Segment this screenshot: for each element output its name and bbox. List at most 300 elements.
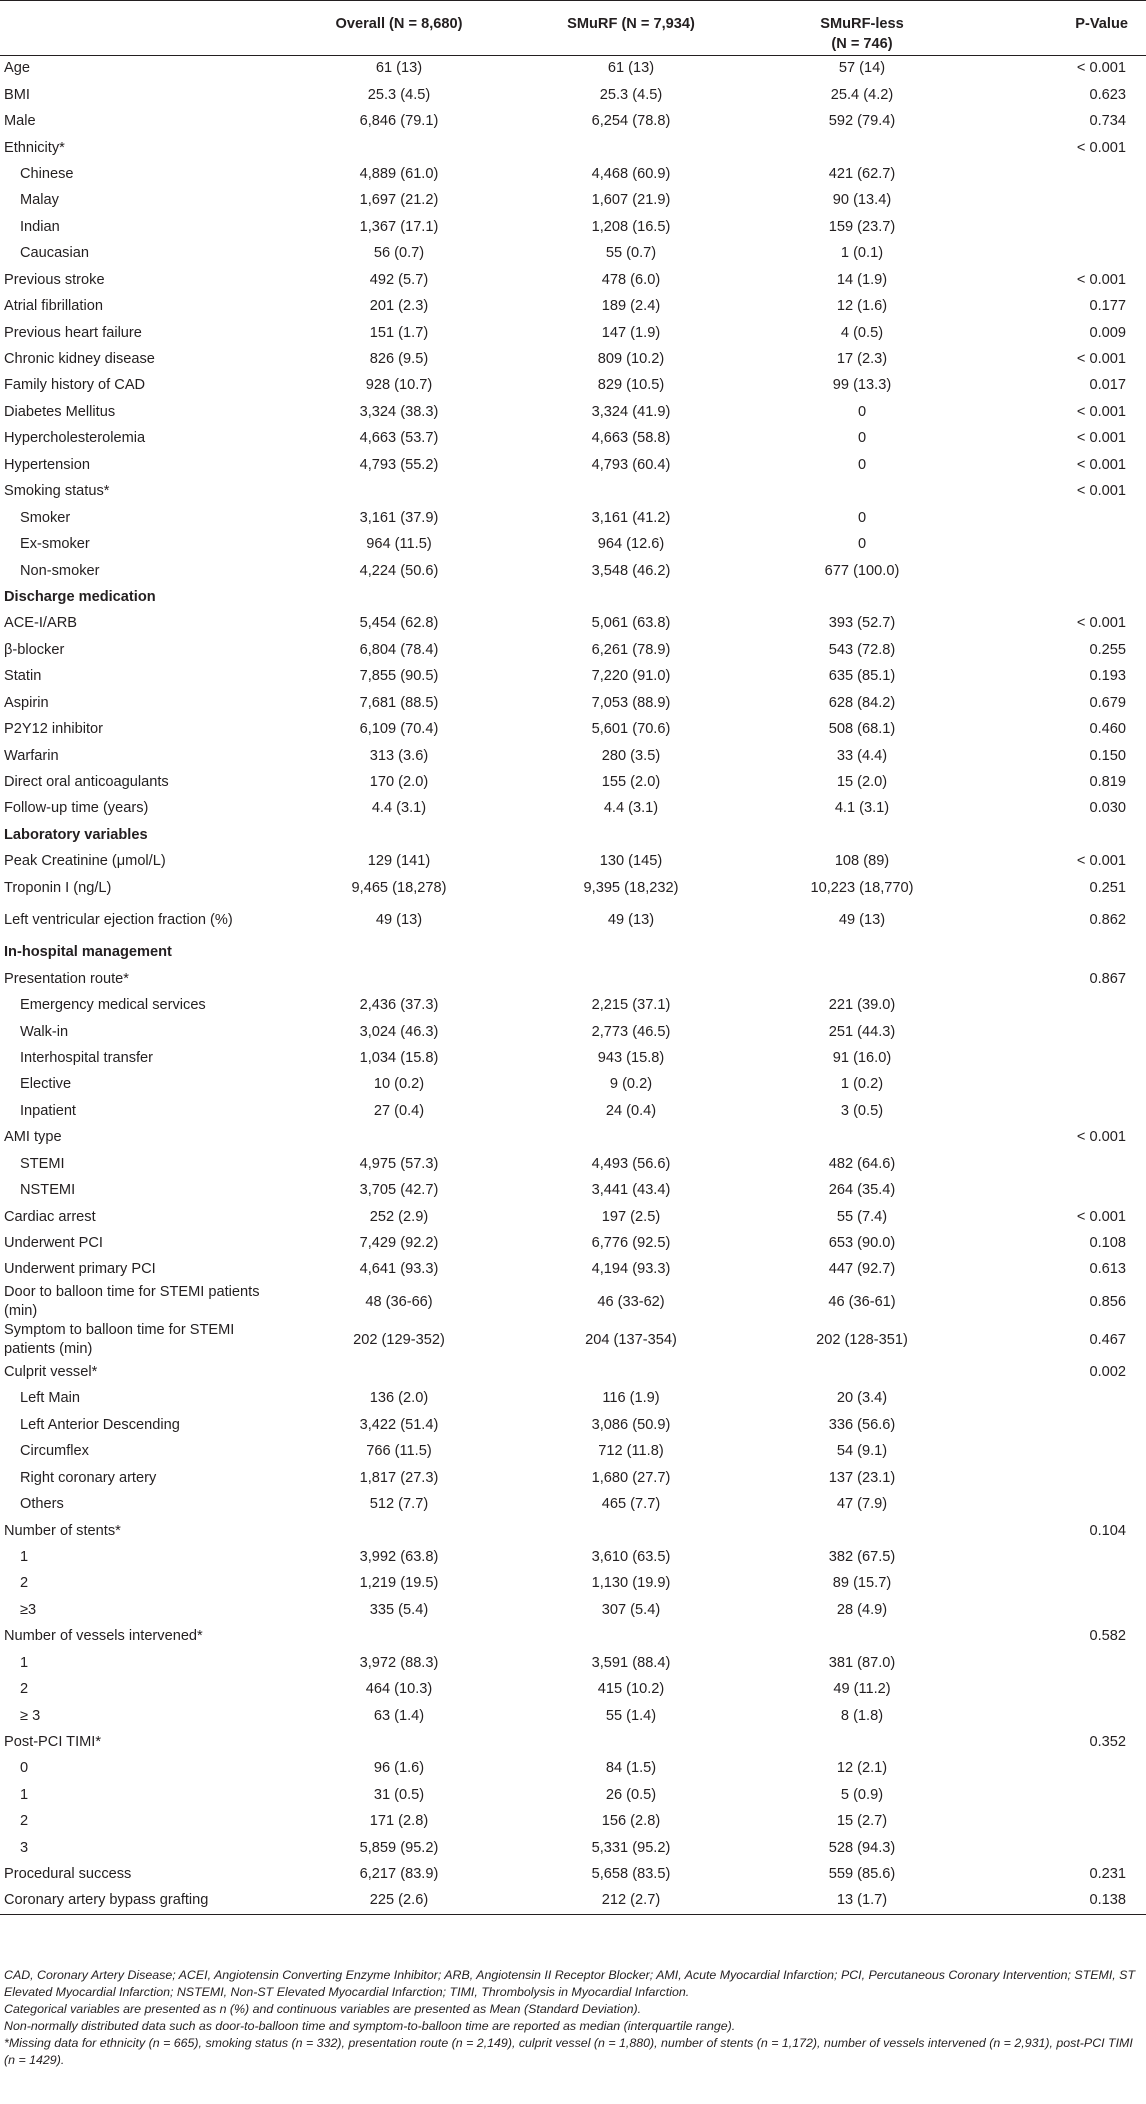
p-value (978, 505, 1146, 531)
row-label: Circumflex (20, 1443, 89, 1460)
smurf-value (516, 1359, 746, 1385)
smurf-value: 964 (12.6) (597, 536, 665, 553)
section-header-row (0, 584, 1146, 610)
table-row (0, 214, 1146, 240)
row-label: Warfarin (4, 747, 59, 764)
smurf-value: 9,395 (18,232) (583, 879, 679, 896)
row-label: Chinese (20, 165, 74, 182)
smurf-less-value: 508 (68.1) (828, 721, 896, 738)
overall-value: 1,817 (27.3) (359, 1469, 439, 1486)
p-value (978, 1386, 1146, 1412)
row-label: Indian (20, 218, 60, 235)
table-row (0, 875, 1146, 901)
row-label: ≥3 (20, 1601, 37, 1618)
p-value (978, 214, 1146, 240)
overall-value: 1,219 (19.5) (359, 1575, 439, 1592)
row-label: Troponin I (ng/L) (4, 879, 112, 896)
smurf-value: 116 (1.9) (602, 1390, 660, 1407)
smurf-value: 4,194 (93.3) (591, 1261, 671, 1278)
smurf-value (516, 1125, 746, 1151)
table-row (0, 1597, 1146, 1623)
overall-value: 61 (13) (375, 60, 423, 77)
row-label: Inpatient (20, 1102, 76, 1119)
overall-value (282, 1359, 516, 1385)
table-row (0, 426, 1146, 452)
table-row (0, 1862, 1146, 1888)
table-row (0, 1230, 1146, 1256)
overall-value: 27 (0.4) (373, 1102, 425, 1119)
overall-value: 252 (2.9) (369, 1208, 429, 1225)
overall-value (282, 1729, 516, 1755)
smurf-value: 4,468 (60.9) (591, 165, 671, 182)
overall-value: 1,034 (15.8) (359, 1049, 439, 1066)
row-label: Atrial fibrillation (4, 298, 103, 315)
overall-value: 3,161 (37.9) (359, 509, 439, 526)
p-value: < 0.001 (1076, 1129, 1126, 1146)
footnote: Categorical variables are presented as n (%) and continuous variables are presented as Mean (Standard Deviation). (4, 2002, 642, 2016)
table-row (0, 664, 1146, 690)
smurf-less-value: 382 (67.5) (828, 1548, 896, 1565)
smurf-less-value (746, 135, 978, 161)
smurf-less-value: 12 (2.1) (836, 1760, 888, 1777)
row-label: Malay (20, 192, 59, 209)
row-label: 0 (20, 1760, 29, 1777)
row-label: Procedural success (4, 1866, 132, 1883)
smurf-less-value: 47 (7.9) (836, 1496, 888, 1513)
smurf-less-value: 46 (36-61) (828, 1293, 896, 1310)
p-value (978, 1019, 1146, 1045)
row-label: Walk-in (20, 1023, 69, 1040)
smurf-value: 3,548 (46.2) (591, 562, 671, 579)
row-label: Ethnicity* (4, 139, 65, 156)
table-header-row (0, 1, 1146, 56)
section-header-row (0, 940, 1146, 966)
smurf-less-value: 57 (14) (838, 60, 886, 77)
table-row (0, 558, 1146, 584)
smurf-value: 5,658 (83.5) (591, 1866, 671, 1883)
p-value (978, 584, 1146, 610)
p-value: < 0.001 (1076, 139, 1126, 156)
p-value (978, 1491, 1146, 1517)
p-value: 0.856 (1089, 1293, 1126, 1310)
row-label: Left Anterior Descending (20, 1416, 180, 1433)
row-label: ACE-I/ARB (4, 615, 77, 632)
smurf-less-value: 25.4 (4.2) (830, 86, 894, 103)
smurf-less-value: 421 (62.7) (828, 165, 896, 182)
p-value: < 0.001 (1076, 271, 1126, 288)
smurf-less-value (746, 966, 978, 992)
p-value (978, 1809, 1146, 1835)
smurf-value: 4,663 (58.8) (591, 430, 671, 447)
smurf-value: 809 (10.2) (597, 351, 665, 368)
overall-value: 335 (5.4) (369, 1601, 429, 1618)
row-label: Laboratory variables (4, 826, 148, 843)
table-row (0, 902, 1146, 940)
smurf-value (516, 1518, 746, 1544)
overall-value (282, 135, 516, 161)
overall-value: 170 (2.0) (369, 774, 429, 791)
p-value: 0.177 (1089, 298, 1126, 315)
overall-value: 7,681 (88.5) (359, 694, 439, 711)
smurf-less-value: 89 (15.7) (832, 1575, 892, 1592)
footnote: CAD, Coronary Artery Disease; ACEI, Angiotensin Converting Enzyme Inhibitor; ARB, Angiotensin II Receptor Blocker; AMI, Acute Myocardial Infarction; PCI, Percutaneous Coronary Intervention; STEMI, ST Elevated Myocardial Infarction; NSTEMI, Non-ST Elevated Myocardial Infarction; TIMI, Thrombolysis in Myocardial Infarction. (4, 1968, 1136, 1999)
table-row (0, 743, 1146, 769)
smurf-value: 24 (0.4) (605, 1102, 657, 1119)
table-row (0, 1491, 1146, 1517)
p-value: 0.108 (1089, 1235, 1126, 1252)
smurf-less-value: 628 (84.2) (828, 694, 896, 711)
table-row (0, 1283, 1146, 1321)
smurf-value: 5,601 (70.6) (591, 721, 671, 738)
p-value (978, 1439, 1146, 1465)
smurf-less-value: 108 (89) (834, 853, 890, 870)
smurf-less-value: 202 (128-351) (816, 1331, 908, 1348)
table-row (0, 966, 1146, 992)
p-value: 0.030 (1089, 800, 1126, 817)
overall-value: 6,109 (70.4) (359, 721, 439, 738)
smurf-less-value: 1 (0.2) (840, 1076, 884, 1093)
smurf-less-value: 1 (0.1) (840, 245, 884, 262)
row-label: Hypercholesterolemia (4, 430, 146, 447)
overall-value: 1,697 (21.2) (359, 192, 439, 209)
table-row (0, 1019, 1146, 1045)
overall-value: 928 (10.7) (365, 377, 433, 394)
table-row (0, 1676, 1146, 1702)
p-value (978, 1544, 1146, 1570)
smurf-less-value: 635 (85.1) (828, 668, 896, 685)
p-value (978, 992, 1146, 1018)
table-row (0, 1125, 1146, 1151)
table-row (0, 1098, 1146, 1124)
smurf-less-value: 90 (13.4) (832, 192, 892, 209)
p-value (978, 1782, 1146, 1808)
row-label: Discharge medication (4, 588, 156, 605)
row-label: 2 (20, 1681, 29, 1698)
overall-value: 136 (2.0) (369, 1390, 429, 1407)
table-row (0, 1359, 1146, 1385)
smurf-value (516, 940, 746, 966)
smurf-value: 5,331 (95.2) (591, 1839, 671, 1856)
table-row (0, 82, 1146, 108)
overall-value: 5,859 (95.2) (359, 1839, 439, 1856)
smurf-value: 943 (15.8) (597, 1049, 665, 1066)
row-label: Emergency medical services (20, 997, 206, 1014)
smurf-value: 46 (33-62) (597, 1293, 665, 1310)
smurf-less-value: 4.1 (3.1) (834, 800, 890, 817)
p-value: < 0.001 (1076, 853, 1126, 870)
smurf-value: 49 (13) (607, 912, 655, 928)
smurf-value: 55 (0.7) (605, 245, 657, 262)
p-value (978, 1703, 1146, 1729)
overall-value: 7,855 (90.5) (359, 668, 439, 685)
p-value: 0.104 (1089, 1522, 1126, 1539)
p-value: 0.679 (1089, 694, 1126, 711)
overall-value: 25.3 (4.5) (367, 86, 431, 103)
overall-value: 202 (129-352) (353, 1331, 445, 1348)
table-row (0, 637, 1146, 663)
table-row (0, 1465, 1146, 1491)
overall-value (282, 822, 516, 848)
table-row (0, 1439, 1146, 1465)
table-row (0, 769, 1146, 795)
p-value: 0.150 (1089, 747, 1126, 764)
smurf-value: 7,220 (91.0) (591, 668, 671, 685)
row-label: Direct oral anticoagulants (4, 774, 169, 791)
overall-value: 4,889 (61.0) (359, 165, 439, 182)
smurf-less-value: 0 (857, 430, 867, 447)
smurf-value: 155 (2.0) (601, 774, 661, 791)
overall-value: 1,367 (17.1) (359, 218, 439, 235)
table-row (0, 1756, 1146, 1782)
table-row (0, 267, 1146, 293)
smurf-value: 147 (1.9) (601, 324, 661, 341)
row-label: Right coronary artery (20, 1469, 157, 1486)
smurf-less-value: 49 (13) (838, 912, 886, 928)
smurf-value: 1,208 (16.5) (591, 218, 671, 235)
smurf-value: 1,130 (19.9) (591, 1575, 671, 1592)
row-label: Post-PCI TIMI* (4, 1734, 102, 1751)
table-row (0, 1782, 1146, 1808)
p-value: < 0.001 (1076, 403, 1126, 420)
overall-value: 464 (10.3) (365, 1681, 433, 1698)
table-row (0, 1809, 1146, 1835)
overall-value: 129 (141) (367, 853, 431, 870)
smurf-value: 3,591 (88.4) (591, 1654, 671, 1671)
p-value (978, 1151, 1146, 1177)
overall-value: 96 (1.6) (373, 1760, 425, 1777)
smurf-less-value: 653 (90.0) (828, 1235, 896, 1252)
overall-value: 7,429 (92.2) (359, 1235, 439, 1252)
smurf-value: 4,493 (56.6) (591, 1155, 671, 1172)
smurf-value: 5,061 (63.8) (591, 615, 671, 632)
smurf-value: 204 (137-354) (585, 1331, 677, 1348)
table-row (0, 479, 1146, 505)
smurf-less-value: 251 (44.3) (828, 1023, 896, 1040)
overall-value: 201 (2.3) (369, 298, 429, 315)
table-row (0, 373, 1146, 399)
overall-value: 4,793 (55.2) (359, 456, 439, 473)
smurf-less-value (746, 1729, 978, 1755)
p-value: 0.231 (1089, 1866, 1126, 1883)
smurf-less-value: 4 (0.5) (840, 324, 884, 341)
smurf-value: 1,680 (27.7) (591, 1469, 671, 1486)
smurf-value: 9 (0.2) (609, 1076, 653, 1093)
overall-value: 49 (13) (375, 912, 423, 928)
section-header-row (0, 822, 1146, 848)
table-footnotes (4, 1967, 1140, 2069)
p-value: 0.734 (1089, 113, 1126, 130)
table-row (0, 1544, 1146, 1570)
overall-value: 2,436 (37.3) (359, 997, 439, 1014)
smurf-less-value: 5 (0.9) (840, 1786, 884, 1803)
table-row (0, 1703, 1146, 1729)
header-smurf-less (746, 1, 978, 56)
header-variable (0, 1, 282, 56)
table-row (0, 611, 1146, 637)
smurf-value: 4.4 (3.1) (603, 800, 659, 817)
p-value (978, 1597, 1146, 1623)
p-value: 0.138 (1089, 1892, 1126, 1909)
table-row (0, 1518, 1146, 1544)
p-value: < 0.001 (1076, 60, 1126, 77)
p-value (978, 1412, 1146, 1438)
smurf-less-value: 264 (35.4) (828, 1182, 896, 1199)
smurf-value: 189 (2.4) (601, 298, 661, 315)
smurf-less-value: 677 (100.0) (824, 562, 900, 579)
overall-value: 6,846 (79.1) (359, 113, 439, 130)
overall-value: 492 (5.7) (369, 271, 429, 288)
row-label: Caucasian (20, 245, 89, 262)
row-label: Smoker (20, 509, 71, 526)
overall-value: 512 (7.7) (369, 1496, 429, 1513)
smurf-less-value: 99 (13.3) (832, 377, 892, 394)
smurf-value: 212 (2.7) (601, 1892, 661, 1909)
table-row (0, 1321, 1146, 1359)
overall-value: 826 (9.5) (369, 351, 429, 368)
smurf-less-value: 91 (16.0) (832, 1049, 892, 1066)
smurf-value: 1,607 (21.9) (591, 192, 671, 209)
table-row (0, 1386, 1146, 1412)
smurf-value: 829 (10.5) (597, 377, 665, 394)
smurf-less-value: 528 (94.3) (828, 1839, 896, 1856)
smurf-less-value: 17 (2.3) (836, 351, 888, 368)
p-value: < 0.001 (1076, 1208, 1126, 1225)
p-value: < 0.001 (1076, 456, 1126, 473)
row-label: BMI (4, 86, 30, 103)
p-value (978, 1676, 1146, 1702)
row-label: 1 (20, 1548, 29, 1565)
p-value (978, 161, 1146, 187)
row-label: Presentation route* (4, 970, 129, 987)
table-row (0, 1729, 1146, 1755)
overall-value (282, 1518, 516, 1544)
row-label: AMI type (4, 1129, 62, 1146)
row-label: 3 (20, 1839, 29, 1856)
overall-value: 964 (11.5) (366, 536, 432, 553)
smurf-value (516, 1624, 746, 1650)
smurf-less-value (746, 940, 978, 966)
p-value: 0.460 (1089, 721, 1126, 738)
table-row (0, 399, 1146, 425)
p-value: 0.193 (1089, 668, 1126, 685)
table-row (0, 690, 1146, 716)
row-label: 2 (20, 1813, 29, 1830)
table-row (0, 293, 1146, 319)
smurf-less-value: 543 (72.8) (828, 641, 896, 658)
row-label: Ex-smoker (20, 536, 90, 553)
p-value: 0.251 (1089, 879, 1126, 896)
smurf-less-value: 15 (2.7) (836, 1813, 888, 1830)
row-label: β-blocker (4, 641, 65, 658)
smurf-less-value: 336 (56.6) (828, 1416, 896, 1433)
row-label: Age (4, 60, 30, 77)
row-label: Door to balloon time for STEMI patients (min) (4, 1284, 260, 1320)
smurf-value (516, 479, 746, 505)
smurf-less-value: 447 (92.7) (828, 1261, 896, 1278)
table-row (0, 992, 1146, 1018)
table-row (0, 241, 1146, 267)
smurf-less-value: 0 (857, 456, 867, 473)
row-label: Non-smoker (20, 562, 100, 579)
p-value: 0.623 (1089, 86, 1126, 103)
table-row (0, 1045, 1146, 1071)
smurf-value: 197 (2.5) (601, 1208, 661, 1225)
p-value (978, 1465, 1146, 1491)
smurf-less-value: 49 (11.2) (833, 1681, 891, 1698)
header-smurf-less-line1: SMuRF-less (820, 16, 904, 32)
row-label: Previous heart failure (4, 324, 142, 341)
p-value (978, 1571, 1146, 1597)
row-label: Peak Creatinine (μmol/L) (4, 853, 166, 870)
table-row (0, 1835, 1146, 1861)
smurf-less-value: 12 (1.6) (836, 298, 888, 315)
overall-value (282, 1125, 516, 1151)
footnote: *Missing data for ethnicity (n = 665), smoking status (n = 332), presentation route (n = 2,149), culprit vessel (n = 1,880), number of stents (n = 1,172), number of vessels intervened (n = 2,931), post-PCI TIMI (n = 1429). (4, 2036, 1133, 2067)
row-label: Left Main (20, 1390, 81, 1407)
smurf-less-value: 137 (23.1) (828, 1469, 896, 1486)
p-value: 0.862 (1089, 912, 1126, 928)
smurf-less-value: 482 (64.6) (828, 1155, 896, 1172)
table-row (0, 716, 1146, 742)
smurf-value: 156 (2.8) (601, 1813, 661, 1830)
table-row (0, 1257, 1146, 1283)
smurf-value: 130 (145) (599, 853, 663, 870)
smurf-value: 3,161 (41.2) (591, 509, 671, 526)
smurf-less-value (746, 1624, 978, 1650)
smurf-value: 3,441 (43.4) (591, 1182, 671, 1199)
footnote: Non-normally distributed data such as door-to-balloon time and symptom-to-balloon time are reported as median (interquartile range). (4, 2019, 736, 2033)
overall-value: 4.4 (3.1) (371, 800, 427, 817)
smurf-less-value: 592 (79.4) (828, 113, 896, 130)
table-row (0, 1177, 1146, 1203)
overall-value: 4,663 (53.7) (359, 430, 439, 447)
smurf-value: 415 (10.2) (597, 1681, 665, 1698)
p-value: 0.002 (1089, 1363, 1126, 1380)
overall-value (282, 966, 516, 992)
smurf-less-value (746, 1359, 978, 1385)
smurf-less-value (746, 1518, 978, 1544)
smurf-value: 307 (5.4) (601, 1601, 661, 1618)
row-label: Previous stroke (4, 271, 105, 288)
table-row (0, 1151, 1146, 1177)
overall-value: 6,804 (78.4) (359, 641, 439, 658)
p-value: 0.819 (1089, 774, 1126, 791)
p-value (978, 241, 1146, 267)
p-value (978, 1045, 1146, 1071)
overall-value: 56 (0.7) (373, 245, 425, 262)
row-label: Symptom to balloon time for STEMI patients (min) (4, 1322, 235, 1358)
smurf-value: 478 (6.0) (601, 271, 661, 288)
overall-value: 3,705 (42.7) (359, 1182, 439, 1199)
table-row (0, 188, 1146, 214)
smurf-value: 3,324 (41.9) (591, 403, 671, 420)
overall-value (282, 1624, 516, 1650)
overall-value: 171 (2.8) (369, 1813, 429, 1830)
smurf-value: 25.3 (4.5) (599, 86, 663, 103)
overall-value (282, 479, 516, 505)
row-label: Culprit vessel* (4, 1363, 98, 1380)
row-label: P2Y12 inhibitor (4, 721, 103, 738)
table-row (0, 346, 1146, 372)
overall-value: 63 (1.4) (373, 1707, 425, 1724)
smurf-less-value: 0 (857, 536, 867, 553)
smurf-less-value: 0 (857, 403, 867, 420)
p-value (978, 558, 1146, 584)
smurf-less-value: 54 (9.1) (836, 1443, 888, 1460)
table-row (0, 452, 1146, 478)
overall-value (282, 940, 516, 966)
table-row (0, 1412, 1146, 1438)
